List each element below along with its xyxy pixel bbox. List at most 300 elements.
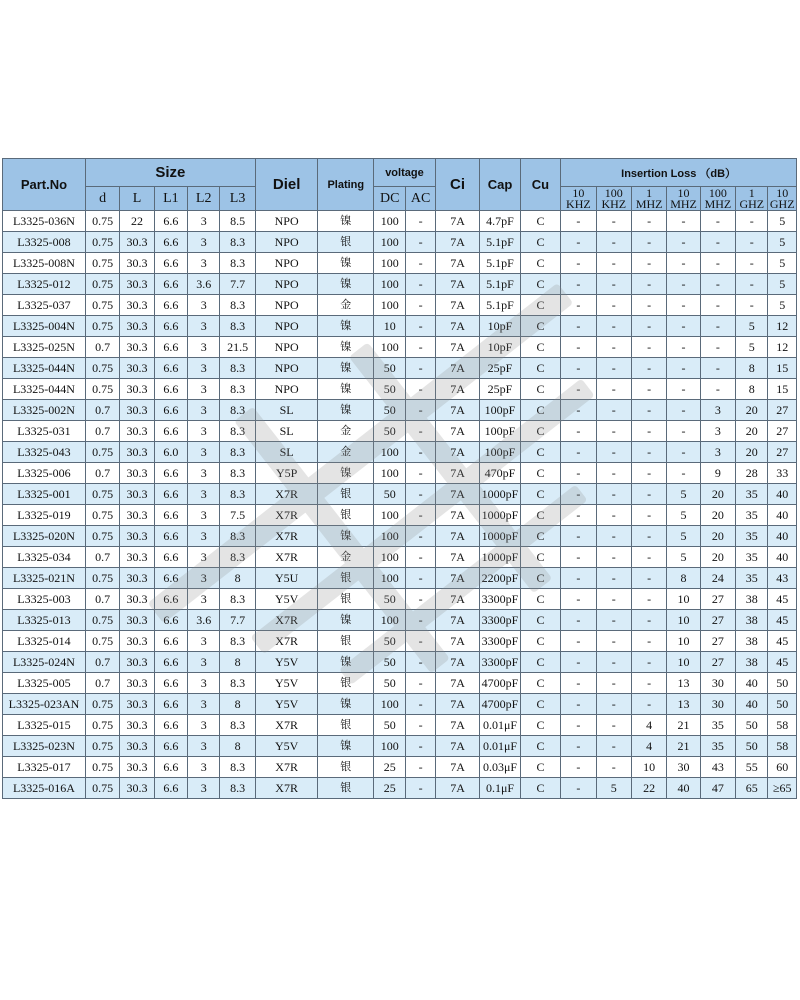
table-cell: C bbox=[520, 337, 560, 358]
table-cell: 5 bbox=[667, 547, 700, 568]
table-cell: - bbox=[631, 673, 666, 694]
table-cell: C bbox=[520, 358, 560, 379]
freq-col-10mhz: 10 MHZ bbox=[667, 187, 700, 211]
table-cell: 0.7 bbox=[85, 463, 119, 484]
table-cell: - bbox=[561, 694, 596, 715]
table-cell: 100 bbox=[374, 442, 406, 463]
table-cell: - bbox=[667, 379, 700, 400]
table-cell: 8.3 bbox=[220, 547, 255, 568]
table-row bbox=[3, 568, 797, 589]
table-cell: Y5V bbox=[255, 736, 318, 757]
freq-col-100mhz: 100 MHZ bbox=[700, 187, 735, 211]
table-cell: 6.6 bbox=[154, 778, 187, 799]
table-cell: 30.3 bbox=[120, 463, 154, 484]
table-cell: 15 bbox=[768, 379, 797, 400]
table-cell: 3300pF bbox=[480, 652, 520, 673]
part-number-cell: L3325-025N bbox=[3, 337, 86, 358]
table-cell: - bbox=[406, 400, 435, 421]
spec-table bbox=[2, 158, 797, 799]
table-cell: 6.6 bbox=[154, 505, 187, 526]
table-cell: C bbox=[520, 715, 560, 736]
table-cell: C bbox=[520, 568, 560, 589]
table-cell: - bbox=[631, 358, 666, 379]
table-cell: 8.3 bbox=[220, 463, 255, 484]
table-cell: 20 bbox=[700, 526, 735, 547]
table-cell: 8 bbox=[667, 568, 700, 589]
table-cell: C bbox=[520, 253, 560, 274]
table-cell: 3 bbox=[188, 652, 220, 673]
table-cell: 45 bbox=[768, 631, 797, 652]
table-row bbox=[3, 358, 797, 379]
table-cell: 45 bbox=[768, 652, 797, 673]
table-row bbox=[3, 442, 797, 463]
table-cell: 50 bbox=[374, 421, 406, 442]
table-cell: 0.7 bbox=[85, 400, 119, 421]
table-cell: 5 bbox=[736, 337, 768, 358]
table-cell: 6.6 bbox=[154, 316, 187, 337]
table-cell: 50 bbox=[768, 694, 797, 715]
table-cell: 100 bbox=[374, 232, 406, 253]
table-cell: - bbox=[631, 610, 666, 631]
table-cell: - bbox=[406, 568, 435, 589]
table-cell: 6.6 bbox=[154, 337, 187, 358]
table-cell: 21 bbox=[667, 736, 700, 757]
table-cell: 10 bbox=[667, 652, 700, 673]
table-cell: 13 bbox=[667, 694, 700, 715]
table-cell: - bbox=[406, 379, 435, 400]
table-cell: 3 bbox=[188, 421, 220, 442]
table-cell: NPO bbox=[255, 316, 318, 337]
table-cell: 3 bbox=[188, 232, 220, 253]
table-cell: - bbox=[406, 505, 435, 526]
table-cell: - bbox=[596, 337, 631, 358]
table-cell: 6.6 bbox=[154, 652, 187, 673]
table-cell: 3 bbox=[188, 253, 220, 274]
table-cell: 6.6 bbox=[154, 589, 187, 610]
table-cell: 22 bbox=[120, 211, 154, 232]
table-cell: 银 bbox=[318, 673, 374, 694]
table-cell: 6.6 bbox=[154, 715, 187, 736]
table-cell: 0.75 bbox=[85, 358, 119, 379]
table-cell: 8.3 bbox=[220, 631, 255, 652]
table-cell: X7R bbox=[255, 757, 318, 778]
table-cell: - bbox=[631, 484, 666, 505]
table-cell: 8.3 bbox=[220, 379, 255, 400]
table-cell: - bbox=[631, 337, 666, 358]
table-cell: 4.7pF bbox=[480, 211, 520, 232]
table-cell: NPO bbox=[255, 211, 318, 232]
table-cell: 5.1pF bbox=[480, 295, 520, 316]
table-cell: C bbox=[520, 442, 560, 463]
table-cell: - bbox=[406, 358, 435, 379]
table-cell: 0.7 bbox=[85, 589, 119, 610]
table-cell: 30 bbox=[700, 694, 735, 715]
table-cell: NPO bbox=[255, 274, 318, 295]
table-cell: 3300pF bbox=[480, 610, 520, 631]
table-row bbox=[3, 757, 797, 778]
table-cell: 50 bbox=[736, 715, 768, 736]
table-cell: - bbox=[736, 211, 768, 232]
table-row bbox=[3, 211, 797, 232]
table-cell: - bbox=[561, 589, 596, 610]
part-number-cell: L3325-016A bbox=[3, 778, 86, 799]
table-cell: 8.3 bbox=[220, 673, 255, 694]
table-cell: 43 bbox=[768, 568, 797, 589]
table-cell: - bbox=[631, 547, 666, 568]
table-cell: 5 bbox=[768, 295, 797, 316]
freq-col-10khz: 10 KHZ bbox=[561, 187, 596, 211]
table-cell: 58 bbox=[768, 715, 797, 736]
table-cell: SL bbox=[255, 442, 318, 463]
table-cell: 0.75 bbox=[85, 232, 119, 253]
table-cell: 27 bbox=[768, 442, 797, 463]
table-cell: 33 bbox=[768, 463, 797, 484]
table-cell: 6.6 bbox=[154, 253, 187, 274]
table-cell: 100 bbox=[374, 337, 406, 358]
voltage-header: voltage bbox=[374, 159, 436, 187]
table-cell: 43 bbox=[700, 757, 735, 778]
table-cell: 7A bbox=[435, 589, 479, 610]
table-cell: 100 bbox=[374, 274, 406, 295]
table-cell: 8.3 bbox=[220, 778, 255, 799]
table-cell: 50 bbox=[736, 736, 768, 757]
table-cell: 38 bbox=[736, 652, 768, 673]
table-cell: 镍 bbox=[318, 211, 374, 232]
table-cell: 3 bbox=[188, 778, 220, 799]
table-cell: 40 bbox=[768, 484, 797, 505]
table-cell: 8.3 bbox=[220, 421, 255, 442]
table-cell: 金 bbox=[318, 547, 374, 568]
table-row bbox=[3, 337, 797, 358]
table-row bbox=[3, 694, 797, 715]
table-cell: 7A bbox=[435, 421, 479, 442]
table-cell: 6.6 bbox=[154, 757, 187, 778]
table-cell: 30.3 bbox=[120, 337, 154, 358]
table-cell: 4700pF bbox=[480, 673, 520, 694]
table-cell: 6.6 bbox=[154, 568, 187, 589]
table-cell: - bbox=[596, 442, 631, 463]
table-cell: 7.5 bbox=[220, 505, 255, 526]
table-cell: - bbox=[736, 295, 768, 316]
table-cell: 0.75 bbox=[85, 736, 119, 757]
table-cell: 金 bbox=[318, 442, 374, 463]
table-cell: 20 bbox=[736, 421, 768, 442]
table-cell: X7R bbox=[255, 484, 318, 505]
table-cell: C bbox=[520, 694, 560, 715]
table-cell: 7A bbox=[435, 694, 479, 715]
table-cell: Y5V bbox=[255, 694, 318, 715]
table-cell: - bbox=[631, 211, 666, 232]
table-cell: 0.01μF bbox=[480, 736, 520, 757]
table-cell: 50 bbox=[374, 379, 406, 400]
table-cell: 3.6 bbox=[188, 274, 220, 295]
table-cell: - bbox=[561, 757, 596, 778]
table-cell: Y5V bbox=[255, 589, 318, 610]
table-cell: 3 bbox=[188, 505, 220, 526]
table-cell: 0.03μF bbox=[480, 757, 520, 778]
table-cell: 7A bbox=[435, 757, 479, 778]
table-cell: C bbox=[520, 673, 560, 694]
table-cell: - bbox=[667, 316, 700, 337]
table-cell: 银 bbox=[318, 568, 374, 589]
table-cell: C bbox=[520, 316, 560, 337]
ci-header: Ci bbox=[435, 159, 479, 211]
table-cell: - bbox=[596, 694, 631, 715]
table-cell: 27 bbox=[700, 631, 735, 652]
table-cell: 5 bbox=[596, 778, 631, 799]
table-cell: C bbox=[520, 778, 560, 799]
table-cell: 4 bbox=[631, 715, 666, 736]
table-cell: - bbox=[406, 295, 435, 316]
part-no-header: Part.No bbox=[3, 159, 86, 211]
table-cell: 7A bbox=[435, 463, 479, 484]
table-cell: - bbox=[406, 484, 435, 505]
table-cell: C bbox=[520, 652, 560, 673]
table-cell: - bbox=[700, 379, 735, 400]
voltage-col-ac: AC bbox=[406, 187, 435, 211]
insertion-loss-header: Insertion Loss （dB） bbox=[561, 159, 797, 187]
table-row bbox=[3, 400, 797, 421]
table-cell: 3 bbox=[188, 358, 220, 379]
table-cell: X7R bbox=[255, 505, 318, 526]
table-row bbox=[3, 253, 797, 274]
table-cell: 7A bbox=[435, 736, 479, 757]
table-cell: - bbox=[631, 589, 666, 610]
table-cell: - bbox=[561, 295, 596, 316]
table-cell: 3 bbox=[188, 736, 220, 757]
table-cell: - bbox=[596, 484, 631, 505]
table-cell: 7.7 bbox=[220, 274, 255, 295]
table-cell: 7A bbox=[435, 715, 479, 736]
table-cell: - bbox=[561, 778, 596, 799]
table-cell: 镍 bbox=[318, 253, 374, 274]
table-cell: - bbox=[561, 568, 596, 589]
table-cell: 3300pF bbox=[480, 589, 520, 610]
table-cell: 50 bbox=[374, 589, 406, 610]
table-cell: 3 bbox=[188, 295, 220, 316]
table-row bbox=[3, 610, 797, 631]
table-cell: - bbox=[406, 652, 435, 673]
table-cell: 30.3 bbox=[120, 526, 154, 547]
table-cell: 0.75 bbox=[85, 505, 119, 526]
table-cell: - bbox=[561, 379, 596, 400]
table-cell: - bbox=[667, 253, 700, 274]
table-cell: 0.75 bbox=[85, 778, 119, 799]
table-cell: 0.01μF bbox=[480, 715, 520, 736]
table-row bbox=[3, 736, 797, 757]
table-cell: 47 bbox=[700, 778, 735, 799]
table-cell: 50 bbox=[374, 358, 406, 379]
table-cell: 35 bbox=[736, 484, 768, 505]
table-cell: 0.1μF bbox=[480, 778, 520, 799]
table-cell: 100 bbox=[374, 694, 406, 715]
table-cell: - bbox=[561, 232, 596, 253]
table-cell: 5 bbox=[667, 526, 700, 547]
table-cell: 21.5 bbox=[220, 337, 255, 358]
table-cell: 100 bbox=[374, 526, 406, 547]
table-cell: - bbox=[596, 463, 631, 484]
table-cell: 3 bbox=[188, 337, 220, 358]
table-cell: 0.7 bbox=[85, 337, 119, 358]
part-number-cell: L3325-043 bbox=[3, 442, 86, 463]
part-number-cell: L3325-014 bbox=[3, 631, 86, 652]
part-number-cell: L3325-013 bbox=[3, 610, 86, 631]
table-cell: - bbox=[631, 232, 666, 253]
table-cell: 40 bbox=[768, 526, 797, 547]
table-row bbox=[3, 316, 797, 337]
table-cell: C bbox=[520, 526, 560, 547]
table-cell: SL bbox=[255, 421, 318, 442]
table-cell: 6.6 bbox=[154, 526, 187, 547]
table-cell: 3.6 bbox=[188, 610, 220, 631]
table-cell: - bbox=[406, 274, 435, 295]
table-cell: 20 bbox=[736, 400, 768, 421]
table-cell: NPO bbox=[255, 337, 318, 358]
table-cell: 6.6 bbox=[154, 379, 187, 400]
table-cell: - bbox=[631, 652, 666, 673]
table-cell: 100 bbox=[374, 211, 406, 232]
table-cell: - bbox=[406, 526, 435, 547]
table-cell: - bbox=[631, 442, 666, 463]
table-cell: C bbox=[520, 547, 560, 568]
table-cell: - bbox=[596, 610, 631, 631]
table-cell: 1000pF bbox=[480, 484, 520, 505]
table-cell: 40 bbox=[736, 673, 768, 694]
table-cell: C bbox=[520, 736, 560, 757]
part-number-cell: L3325-024N bbox=[3, 652, 86, 673]
table-cell: 6.6 bbox=[154, 400, 187, 421]
table-cell: 8.3 bbox=[220, 358, 255, 379]
table-cell: 30.3 bbox=[120, 442, 154, 463]
table-row bbox=[3, 589, 797, 610]
table-cell: 金 bbox=[318, 421, 374, 442]
table-cell: - bbox=[631, 253, 666, 274]
table-cell: 3 bbox=[188, 463, 220, 484]
table-cell: 30.3 bbox=[120, 757, 154, 778]
table-row bbox=[3, 484, 797, 505]
table-cell: 8 bbox=[220, 736, 255, 757]
table-cell: - bbox=[561, 547, 596, 568]
table-cell: - bbox=[561, 211, 596, 232]
table-cell: - bbox=[406, 547, 435, 568]
table-cell: 30.3 bbox=[120, 316, 154, 337]
table-cell: 6.6 bbox=[154, 631, 187, 652]
table-cell: 6.6 bbox=[154, 673, 187, 694]
table-cell: 40 bbox=[768, 505, 797, 526]
table-cell: - bbox=[406, 211, 435, 232]
table-cell: - bbox=[561, 631, 596, 652]
table-cell: 27 bbox=[700, 589, 735, 610]
table-row bbox=[3, 652, 797, 673]
table-cell: - bbox=[561, 400, 596, 421]
table-cell: - bbox=[631, 400, 666, 421]
table-cell: - bbox=[561, 673, 596, 694]
table-cell: - bbox=[561, 358, 596, 379]
table-cell: 25 bbox=[374, 757, 406, 778]
table-cell: - bbox=[700, 274, 735, 295]
part-number-cell: L3325-001 bbox=[3, 484, 86, 505]
size-col-l1: L1 bbox=[154, 187, 187, 211]
table-cell: 0.75 bbox=[85, 715, 119, 736]
size-col-l3: L3 bbox=[220, 187, 255, 211]
table-cell: - bbox=[561, 316, 596, 337]
table-cell: C bbox=[520, 484, 560, 505]
table-cell: C bbox=[520, 295, 560, 316]
table-cell: 6.6 bbox=[154, 358, 187, 379]
table-cell: 7A bbox=[435, 274, 479, 295]
table-cell: - bbox=[561, 463, 596, 484]
table-cell: - bbox=[596, 316, 631, 337]
table-cell: C bbox=[520, 232, 560, 253]
table-cell: 6.6 bbox=[154, 211, 187, 232]
table-cell: 6.0 bbox=[154, 442, 187, 463]
table-cell: 0.75 bbox=[85, 484, 119, 505]
table-cell: - bbox=[736, 253, 768, 274]
freq-col-100khz: 100 KHZ bbox=[596, 187, 631, 211]
table-cell: C bbox=[520, 274, 560, 295]
table-cell: 0.7 bbox=[85, 421, 119, 442]
part-number-cell: L3325-034 bbox=[3, 547, 86, 568]
table-cell: - bbox=[406, 736, 435, 757]
table-cell: - bbox=[561, 526, 596, 547]
table-cell: Y5P bbox=[255, 463, 318, 484]
part-number-cell: L3325-012 bbox=[3, 274, 86, 295]
part-number-cell: L3325-008 bbox=[3, 232, 86, 253]
table-cell: 3 bbox=[188, 757, 220, 778]
table-cell: - bbox=[406, 589, 435, 610]
table-row bbox=[3, 673, 797, 694]
table-cell: - bbox=[406, 610, 435, 631]
table-cell: 镍 bbox=[318, 610, 374, 631]
table-cell: - bbox=[596, 757, 631, 778]
table-cell: 30.3 bbox=[120, 610, 154, 631]
table-cell: 7A bbox=[435, 400, 479, 421]
table-cell: 9 bbox=[700, 463, 735, 484]
table-row bbox=[3, 526, 797, 547]
table-cell: 5.1pF bbox=[480, 253, 520, 274]
diel-header: Diel bbox=[255, 159, 318, 211]
table-cell: 0.7 bbox=[85, 547, 119, 568]
table-cell: 3 bbox=[188, 568, 220, 589]
table-cell: - bbox=[596, 358, 631, 379]
table-cell: 7A bbox=[435, 316, 479, 337]
table-cell: NPO bbox=[255, 379, 318, 400]
table-cell: C bbox=[520, 631, 560, 652]
table-cell: 镍 bbox=[318, 400, 374, 421]
table-cell: 3 bbox=[188, 547, 220, 568]
table-cell: 100 bbox=[374, 610, 406, 631]
table-cell: 35 bbox=[736, 547, 768, 568]
table-cell: - bbox=[700, 253, 735, 274]
table-cell: NPO bbox=[255, 295, 318, 316]
table-cell: 0.75 bbox=[85, 568, 119, 589]
table-cell: Y5V bbox=[255, 673, 318, 694]
table-cell: 7A bbox=[435, 568, 479, 589]
table-cell: 7A bbox=[435, 673, 479, 694]
table-cell: X7R bbox=[255, 715, 318, 736]
table-cell: 20 bbox=[700, 484, 735, 505]
table-cell: - bbox=[561, 442, 596, 463]
table-cell: - bbox=[561, 253, 596, 274]
table-cell: - bbox=[561, 736, 596, 757]
table-cell: 7A bbox=[435, 526, 479, 547]
table-cell: 27 bbox=[768, 421, 797, 442]
table-cell: - bbox=[667, 463, 700, 484]
table-cell: NPO bbox=[255, 253, 318, 274]
table-cell: - bbox=[596, 505, 631, 526]
table-cell: - bbox=[596, 631, 631, 652]
table-cell: 银 bbox=[318, 631, 374, 652]
